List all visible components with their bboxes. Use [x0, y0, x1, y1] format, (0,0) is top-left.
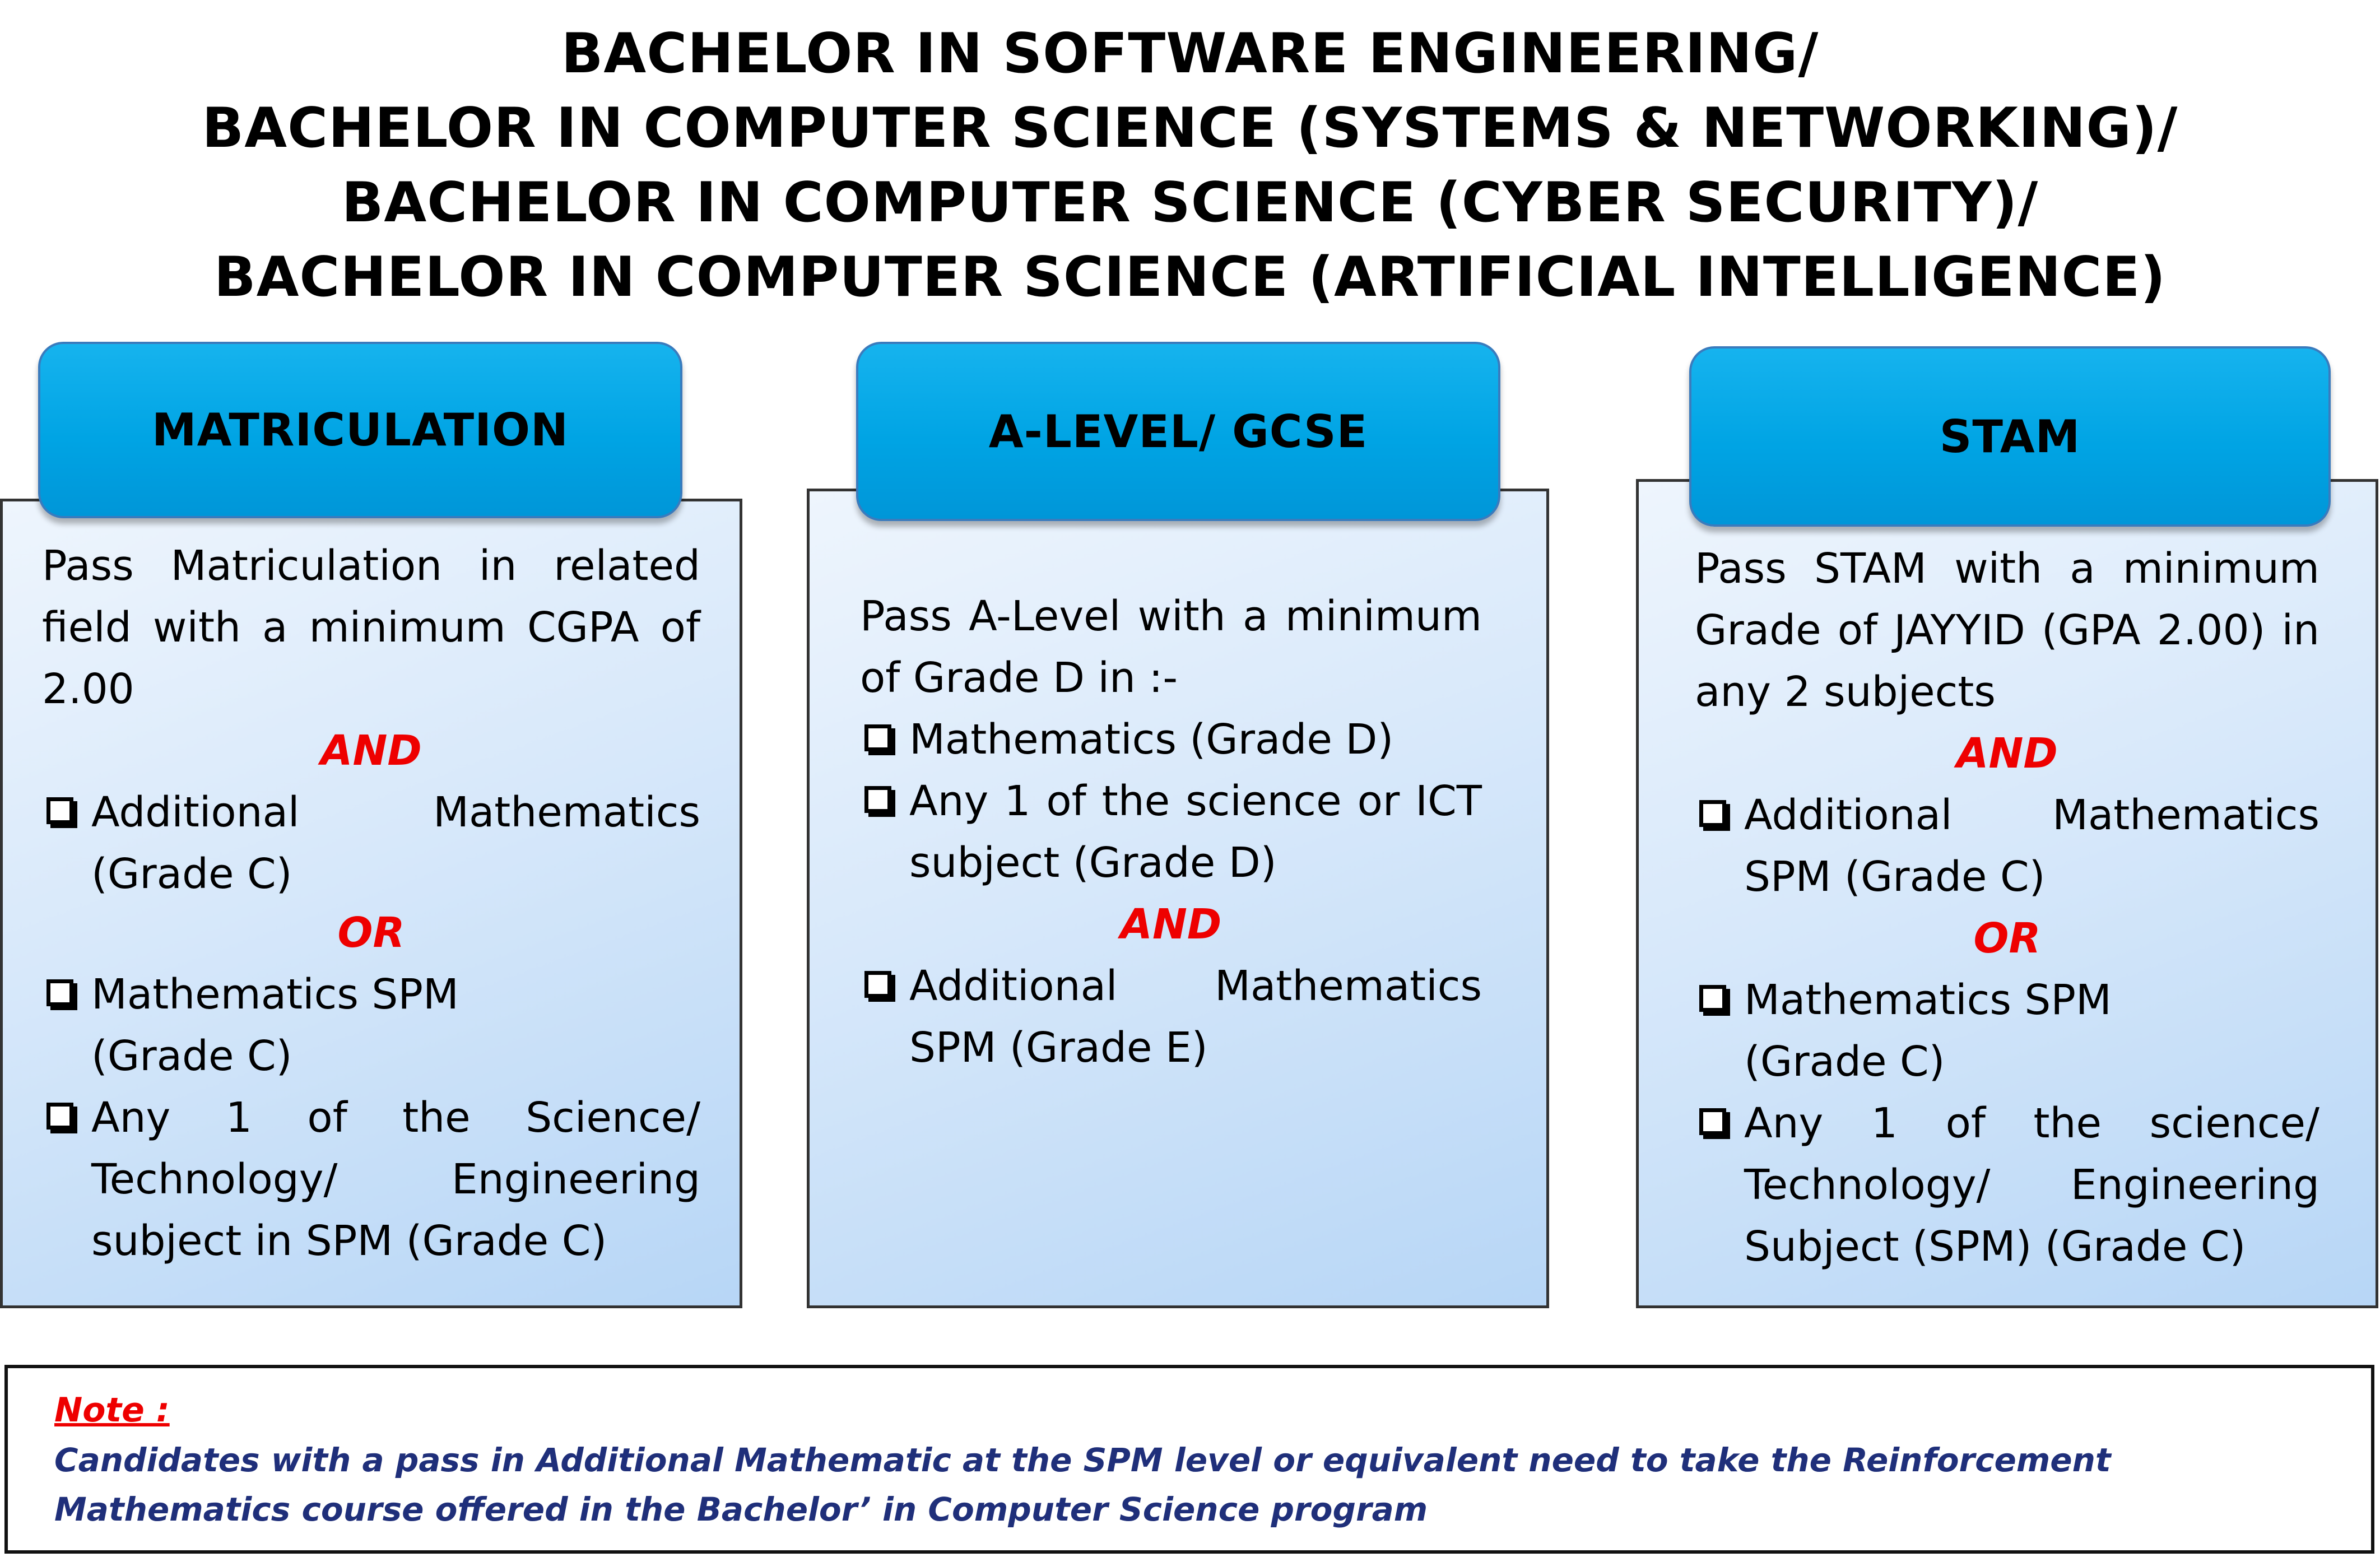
title-line-3: BACHELOR IN COMPUTER SCIENCE (CYBER SECURITY)/	[341, 171, 2039, 235]
matriculation-bullet-3: Any 1 of the Science/ Technology/ Engineering subject in SPM (Grade C)	[91, 1094, 700, 1265]
list-item	[1695, 969, 2319, 1093]
stam-bullet-2-line-1: Mathematics SPM	[1744, 976, 2112, 1024]
checkbox-bullet-icon	[47, 797, 73, 824]
matriculation-bullet-2-line-1: Mathematics SPM	[91, 970, 459, 1019]
matriculation-requirements	[42, 535, 700, 1272]
stam-requirements	[1695, 538, 2319, 1277]
alevel-and-connector: AND	[1120, 900, 1222, 949]
note-box	[4, 1365, 2374, 1554]
matriculation-bullet-2	[91, 964, 700, 1087]
list-item	[42, 1087, 700, 1272]
title-line-2: BACHELOR IN COMPUTER SCIENCE (SYSTEMS & NETWORKING)/	[202, 96, 2178, 160]
list-item	[42, 782, 700, 905]
alevel-bullet-1: Mathematics (Grade D)	[909, 715, 1394, 764]
list-item	[1695, 784, 2319, 908]
list-item	[860, 709, 1482, 770]
matriculation-bullet-2-line-2: (Grade C)	[91, 1032, 292, 1080]
stam-intro: Pass STAM with a minimum Grade of JAYYID (GPA 2.00) in any 2 subjects	[1695, 545, 2319, 716]
alevel-bullet-2: Any 1 of the science or ICT subject (Grade D)	[909, 777, 1482, 887]
alevel-header	[856, 342, 1500, 521]
stam-header-label: STAM	[1939, 410, 2081, 463]
list-item	[42, 964, 700, 1087]
checkbox-bullet-icon	[864, 971, 891, 998]
stam-bullet-1: Additional Mathematics SPM (Grade C)	[1744, 791, 2319, 901]
stam-and-connector: AND	[1956, 729, 2058, 778]
note-heading: Note :	[54, 1391, 170, 1430]
title-line-4: BACHELOR IN COMPUTER SCIENCE (ARTIFICIAL INTELLIGENCE)	[213, 245, 2167, 309]
checkbox-bullet-icon	[864, 724, 891, 751]
matriculation-and-connector: AND	[320, 727, 422, 775]
checkbox-bullet-icon	[47, 979, 73, 1006]
stam-header	[1689, 346, 2331, 527]
note-text: Candidates with a pass in Additional Mathematic at the SPM level or equivalent need to take the Reinforcement Mathematics course offered in the Bachelor’ in Computer Science program	[54, 1441, 2111, 1528]
matriculation-bullet-1: Additional Mathematics (Grade C)	[91, 788, 700, 898]
checkbox-bullet-icon	[47, 1103, 73, 1130]
matriculation-or-connector: OR	[337, 909, 405, 957]
alevel-requirements	[860, 585, 1482, 1079]
alevel-intro: Pass A-Level with a minimum of Grade D in :-	[860, 592, 1482, 702]
checkbox-bullet-icon	[1699, 1108, 1726, 1135]
matriculation-intro: Pass Matriculation in related field with a minimum CGPA of 2.00	[42, 542, 700, 713]
list-item	[860, 770, 1482, 894]
stam-or-connector: OR	[1973, 914, 2041, 963]
checkbox-bullet-icon	[1699, 985, 1726, 1012]
stam-bullet-2	[1744, 969, 2319, 1093]
page-title	[0, 17, 2380, 315]
title-line-1: BACHELOR IN SOFTWARE ENGINEERING/	[561, 22, 1819, 86]
alevel-bullet-3: Additional Mathematics SPM (Grade E)	[909, 962, 1482, 1072]
stam-bullet-3: Any 1 of the science/ Technology/ Engineering Subject (SPM) (Grade C)	[1744, 1099, 2319, 1271]
checkbox-bullet-icon	[1699, 800, 1726, 827]
stam-bullet-2-line-2: (Grade C)	[1744, 1038, 1945, 1086]
matriculation-header	[38, 342, 682, 518]
list-item	[860, 955, 1482, 1079]
alevel-header-label: A-LEVEL/ GCSE	[988, 405, 1368, 458]
matriculation-header-label: MATRICULATION	[152, 404, 569, 456]
list-item	[1695, 1093, 2319, 1277]
checkbox-bullet-icon	[864, 786, 891, 813]
